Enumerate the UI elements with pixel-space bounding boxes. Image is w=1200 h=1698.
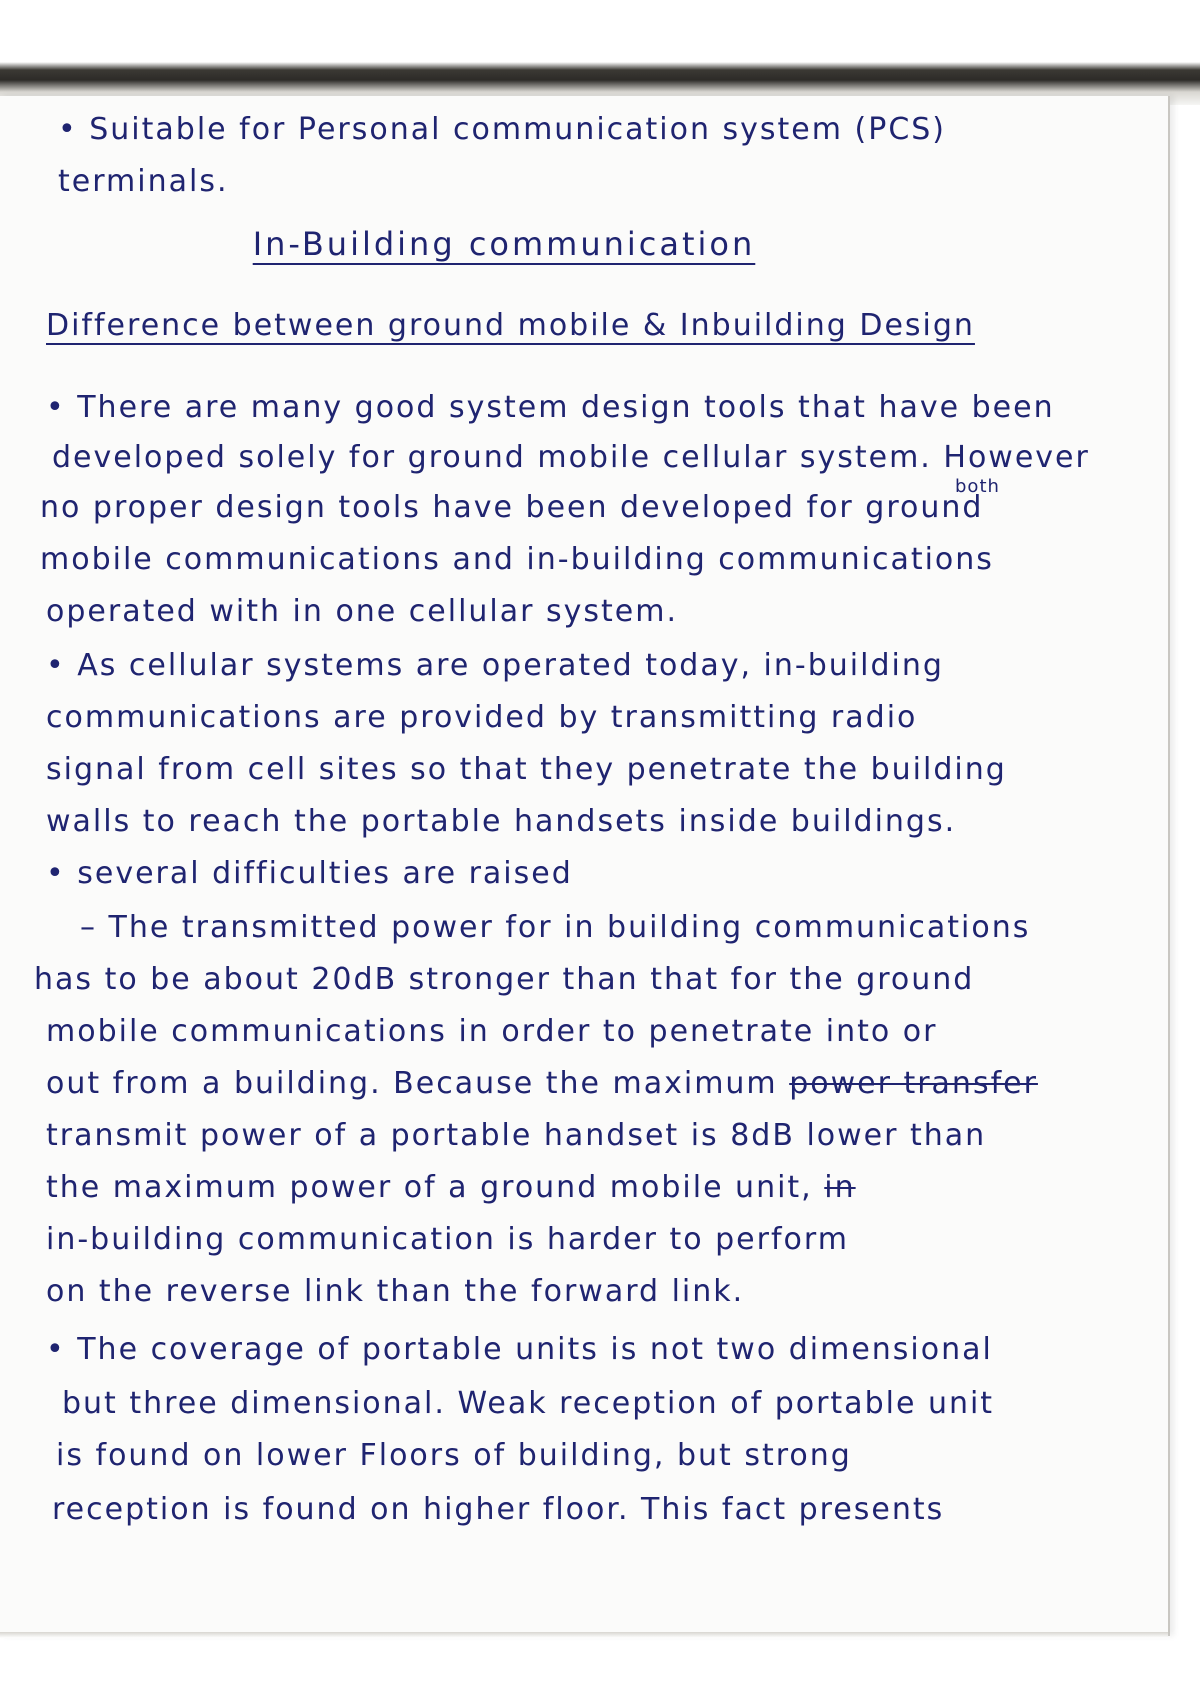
text-line: signal from cell sites so that they penetrate the building xyxy=(46,752,1007,787)
text-line: no proper design tools have been developed for ground xyxy=(40,490,984,525)
text-segment: out from a building. Because the maximum xyxy=(46,1066,790,1101)
sub-heading: Difference between ground mobile & Inbuilding Design xyxy=(46,308,975,343)
text-line: walls to reach the portable handsets inside buildings. xyxy=(46,804,957,839)
text-line: mobile communications in order to penetrate into or xyxy=(46,1014,938,1049)
text-line: is found on lower Floors of building, but strong xyxy=(56,1438,852,1473)
text-line: communications are provided by transmitting radio xyxy=(46,700,918,735)
notebook-page xyxy=(0,96,1170,1636)
text-line: transmit power of a portable handset is 8dB lower than xyxy=(46,1118,987,1153)
text-line: • There are many good system design tools that have been xyxy=(46,390,1055,425)
struck-out-text: power transfer xyxy=(789,1066,1038,1101)
struck-out-text: in xyxy=(824,1170,856,1205)
text-segment: the maximum power of a ground mobile unit, xyxy=(46,1170,825,1205)
text-line: in-building communication is harder to perform xyxy=(46,1222,849,1257)
text-line: • several difficulties are raised xyxy=(46,856,573,891)
text-line: developed solely for ground mobile cellular system. However xyxy=(52,440,1090,475)
text-line: – The transmitted power for in building communications xyxy=(80,910,1031,945)
text-line: mobile communications and in-building communications xyxy=(40,542,994,577)
text-line: terminals. xyxy=(58,164,229,199)
text-line: on the reverse link than the forward link. xyxy=(46,1274,745,1309)
text-line xyxy=(46,1064,1200,1104)
text-line: • Suitable for Personal communication system (PCS) xyxy=(58,112,947,147)
text-line xyxy=(46,1168,1200,1208)
page-bottom-edge xyxy=(0,1632,1168,1638)
inserted-word: both xyxy=(955,476,1000,497)
text-line: • As cellular systems are operated today, in-building xyxy=(46,648,944,683)
text-line: has to be about 20dB stronger than that for the ground xyxy=(34,962,975,997)
text-line: • The coverage of portable units is not two dimensional xyxy=(46,1332,993,1367)
text-line: but three dimensional. Weak reception of portable unit xyxy=(62,1386,995,1421)
section-heading: In-Building communication xyxy=(252,225,756,263)
scan-top-edge xyxy=(0,0,1200,105)
text-line: reception is found on higher floor. This fact presents xyxy=(52,1492,945,1527)
text-line: operated with in one cellular system. xyxy=(46,594,679,629)
